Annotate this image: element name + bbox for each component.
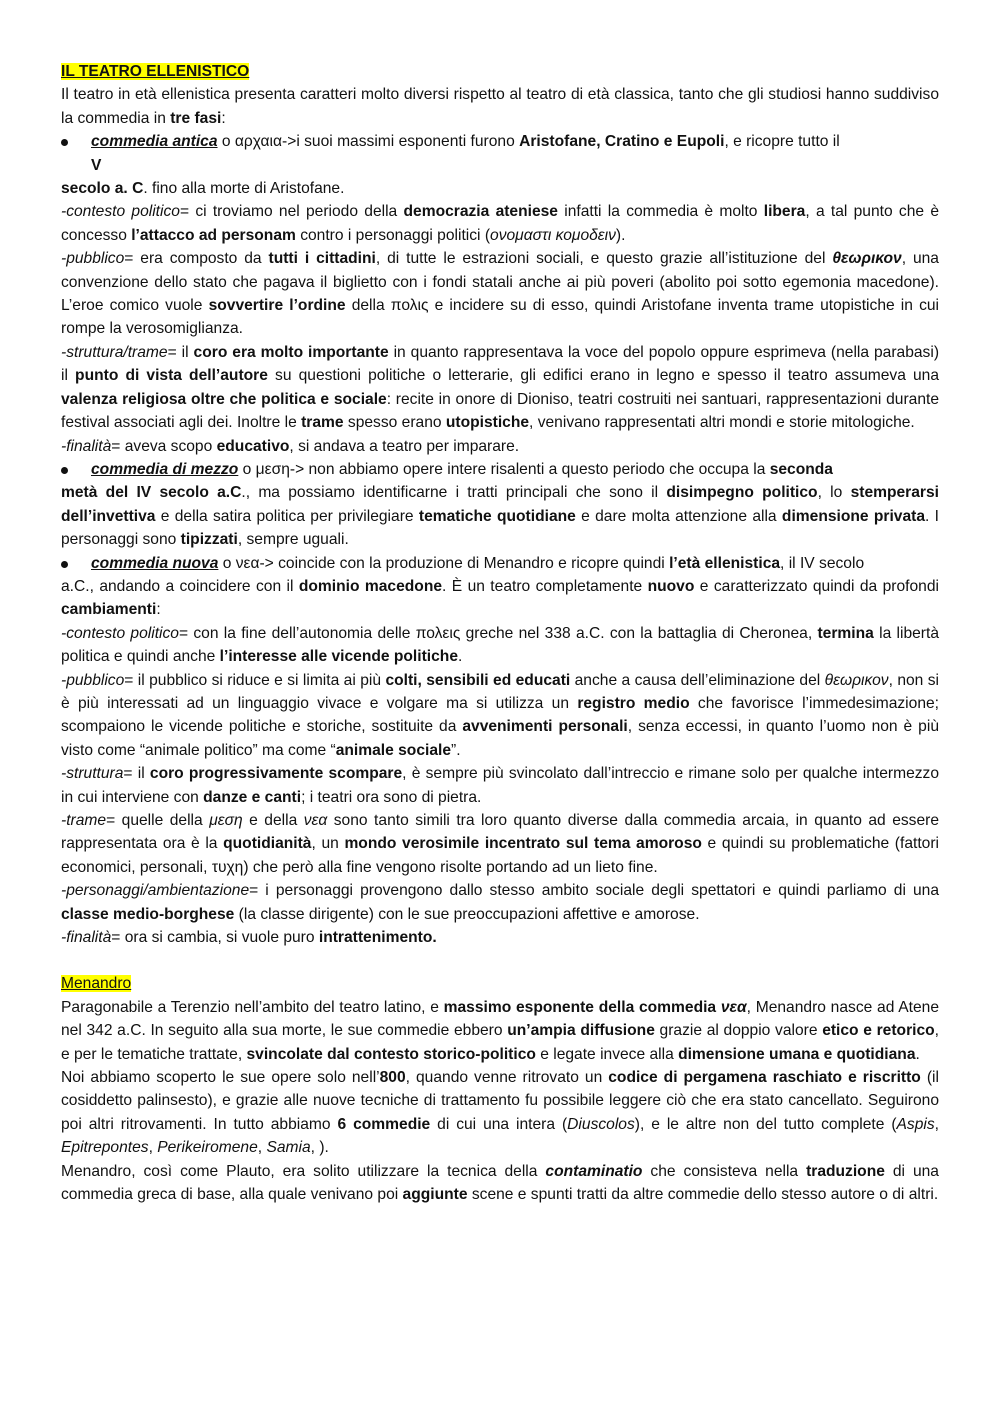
intro-paragraph: Il teatro in età ellenistica presenta caratteri molto diversi rispetto al teatro di età classica, tanto che gli studiosi hanno suddiviso la commedia in tre fasi: bbox=[61, 86, 939, 127]
paragraph: -pubblico= il pubblico si riduce e si limita ai più colti, sensibili ed educati anche a causa dell’eliminazione del θεωρικον, non si è più interessati ad un linguaggio vivace e volgare ma si utilizza un registro medio che favorisce l’immedesimazione; scompaiono le vicende politiche e storiche, sostituite da avvenimenti personali, senza eccessi, in quanto l’uomo non è più visto come “animale politico” ma come “animale sociale”. bbox=[61, 671, 940, 759]
paragraph: -finalità= aveva scopo educativo, si andava a teatro per imparare. bbox=[61, 437, 520, 455]
title-menandro: Menandro bbox=[61, 975, 132, 993]
paragraph: -pubblico= era composto da tutti i cittadini, di tutte le estrazioni sociali, e questo grazie all’istituzione del θεωρικον, una convenzione dello stato che pagava il biglietto con i fondi statali anche ai più poveri (abolito poi sotto egemonia macedone). L’eroe comico vuole sovvertire l’ordine della πολις e incidere su di esso, quindi Aristofane inventa trame utopistiche in cui rompe la verosomiglianza. bbox=[61, 250, 940, 338]
title-teatro-ellenistico: IL TEATRO ELLENISTICO bbox=[61, 63, 250, 80]
bullet-icon bbox=[61, 467, 68, 474]
paragraph: -personaggi/ambientazione= i personaggi provengono dallo stesso ambito sociale degli spettatori e quindi parliamo di una classe medio-borghese (la classe dirigente) con le sue preoccupazioni affettive e amorose. bbox=[61, 882, 939, 923]
paragraph: -contesto politico= ci troviamo nel periodo della democrazia ateniese infatti la commedia è molto libera, a tal punto che è concesso l’attacco ad personam contro i personaggi politici (ονομαστι κομοδειν). bbox=[61, 203, 939, 244]
paragraph: -struttura/trame= il coro era molto importante in quanto rappresentava la voce del popolo oppure esprimeva (nella parabasi) il punto di vista dell’autore su questioni politiche o letterarie, gli edifici erano in legno e spesso il teatro assumeva una valenza religiosa oltre che politica e sociale: recite in onore di Dioniso, teatri costruiti nei santuari, rappresentazioni durante festival associati agli dei. Inoltre le trame spesso erano utopistiche, venivano rappresentati altri mondi e storie mitologiche. bbox=[61, 343, 940, 432]
paragraph: -trame= quelle della μεση e della νεα sono tanto simili tra loro quanto diverse dalla commedia arcaia, in quanto ad essere rappresentata ora è la quotidianità, un mondo verosimile incentrato sul tema amoroso e quindi su problematiche (fattori economici, personali, τυχη) che però alla fine vengono risolte portando ad un lieto fine. bbox=[61, 812, 940, 876]
paragraph: secolo a. C. fino alla morte di Aristofane. bbox=[61, 180, 345, 198]
list-item-commedia-nuova: commedia nuova o νεα-> coincide con la produzione di Menandro e ricopre quindi l’età ellenistica, il IV secolo bbox=[61, 552, 939, 575]
section-title-teatro bbox=[61, 60, 939, 83]
document-page bbox=[61, 60, 939, 1207]
paragraph: -contesto politico= con la fine dell’autonomia delle πολεις greche nel 338 a.C. con la battaglia di Cheronea, termina la libertà politica e quindi anche l’interesse alle vicende politiche. bbox=[61, 624, 940, 666]
bullet-icon bbox=[61, 561, 68, 568]
paragraph: Menandro, così come Plauto, era solito utilizzare la tecnica della contaminatio che consisteva nella traduzione di una commedia greca di base, alla quale venivano poi aggiunte scene e spunti tratti da altre commedie dello stesso autore o di altri. bbox=[61, 1162, 939, 1204]
paragraph: Paragonabile a Terenzio nell’ambito del teatro latino, e massimo esponente della commedia νεα, Menandro nasce ad Atene nel 342 a.C. In seguito alla sua morte, le sue commedie ebbero un’ampia diffusione grazie al doppio valore etico e retorico, e per le tematiche trattate, svincolate dal contesto storico-politico e legate invece alla dimensione umana e quotidiana. bbox=[61, 998, 940, 1063]
list-item-commedia-antica: commedia antica o αρχαια->i suoi massimi esponenti furono Aristofane, Cratino e Eupoli, e ricopre tutto il V bbox=[61, 130, 939, 177]
section-title-menandro bbox=[61, 972, 939, 995]
paragraph: metà del IV secolo a.C., ma possiamo identificarne i tratti principali che sono il disimpegno politico, lo stemperarsi dell’invettiva e della satira politica per privilegiare tematiche quotidiane e dare molta attenzione alla dimensione privata. I personaggi sono tipizzati, sempre uguali. bbox=[61, 484, 940, 549]
paragraph: Noi abbiamo scoperto le sue opere solo nell’800, quando venne ritrovato un codice di pergamena raschiato e riscritto (il cosiddetto palinsesto), e grazie alle nuove tecniche di trattamento fu possibile leggere ciò che era stato cancellato. Seguirono poi altri ritrovamenti. In tutto abbiamo 6 commedie di cui una intera (Diuscolos), e le altre non del tutto complete (Aspis, Epitrepontes, Perikeiromene, Samia, ). bbox=[61, 1069, 940, 1157]
bullet-icon bbox=[61, 139, 68, 146]
list-item-commedia-di-mezzo: commedia di mezzo o μεση-> non abbiamo opere intere risalenti a questo periodo che occupa la seconda bbox=[61, 458, 939, 481]
paragraph: a.C., andando a coincidere con il dominio macedone. È un teatro completamente nuovo e caratterizzato quindi da profondi cambiamenti: bbox=[61, 577, 939, 619]
spacer bbox=[61, 949, 939, 972]
paragraph: -finalità= ora si cambia, si vuole puro intrattenimento. bbox=[61, 929, 437, 947]
paragraph: -struttura= il coro progressivamente scompare, è sempre più svincolato dall’intreccio e rimane solo per qualche intermezzo in cui interviene con danze e canti; i teatri ora sono di pietra. bbox=[61, 765, 940, 806]
